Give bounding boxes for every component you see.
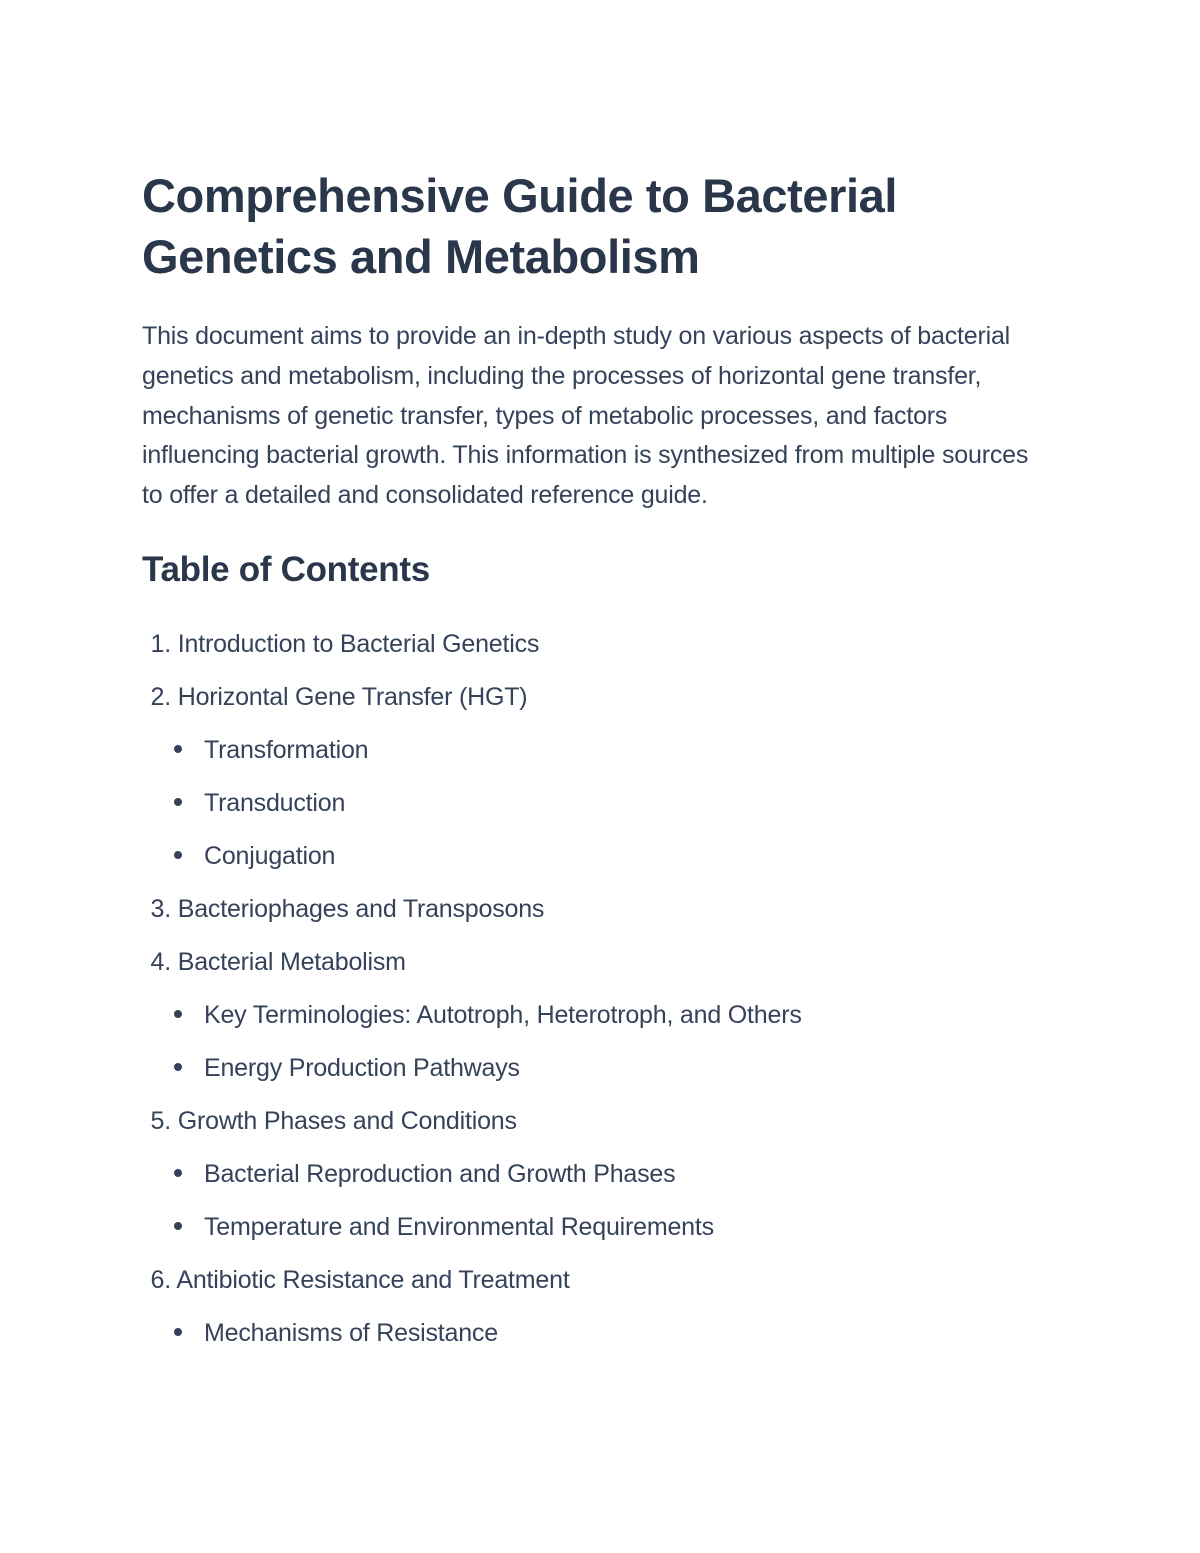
toc-subitem-label: Temperature and Environmental Requirements <box>204 1212 714 1241</box>
toc-item[interactable] <box>142 936 1050 989</box>
toc-item-number: 4. <box>150 947 171 976</box>
toc-heading: Table of Contents <box>142 549 430 589</box>
bullet-icon <box>174 851 182 859</box>
toc-subitem[interactable] <box>142 1042 1050 1095</box>
bullet-icon <box>174 798 182 806</box>
toc-subitem[interactable] <box>142 724 1050 777</box>
toc-item-label: Bacteriophages and Transposons <box>177 894 545 923</box>
toc-subitem-label: Key Terminologies: Autotroph, Heterotroph, and Others <box>204 1000 802 1029</box>
toc-subitem[interactable] <box>142 777 1050 830</box>
toc-item[interactable] <box>142 1254 1050 1307</box>
toc-subitem-label: Bacterial Reproduction and Growth Phases <box>204 1159 676 1188</box>
toc-item-label: Introduction to Bacterial Genetics <box>177 629 540 658</box>
toc-item-number: 3. <box>150 894 171 923</box>
toc-item-number: 6. <box>150 1265 171 1294</box>
toc-subitem[interactable] <box>142 1307 1050 1360</box>
toc-subitem-label: Mechanisms of Resistance <box>204 1318 498 1347</box>
toc-item-number: 1. <box>150 629 171 658</box>
page-title: Comprehensive Guide to Bacterial Genetics and Metabolism <box>142 169 898 283</box>
toc-subitem[interactable] <box>142 989 1050 1042</box>
toc-item-label: Antibiotic Resistance and Treatment <box>176 1265 570 1294</box>
toc-item-label: Horizontal Gene Transfer (HGT) <box>177 682 528 711</box>
bullet-icon <box>174 1010 182 1018</box>
bullet-icon <box>174 745 182 753</box>
toc-subitem[interactable] <box>142 1201 1050 1254</box>
intro-paragraph: This document aims to provide an in-depth study on various aspects of bacterial genetics and metabolism, including the processes of horizontal gene transfer, mechanisms of genetic transfer, types of metabolic processes, and factors influencing bacterial growth. This information is synthesized from multiple sources to offer a detailed and consolidated reference guide. <box>142 322 1029 510</box>
toc-item[interactable] <box>142 618 1050 671</box>
toc-subitem-label: Transduction <box>204 788 346 817</box>
toc-subitem-label: Energy Production Pathways <box>204 1053 520 1082</box>
toc-item-label: Growth Phases and Conditions <box>177 1106 517 1135</box>
toc-item-number: 5. <box>150 1106 171 1135</box>
toc-item-number: 2. <box>150 682 171 711</box>
toc-item[interactable] <box>142 883 1050 936</box>
toc-item-label: Bacterial Metabolism <box>177 947 406 976</box>
bullet-icon <box>174 1222 182 1230</box>
bullet-icon <box>174 1328 182 1336</box>
toc-subitem-label: Conjugation <box>204 841 336 870</box>
bullet-icon <box>174 1063 182 1071</box>
bullet-icon <box>174 1169 182 1177</box>
toc-item[interactable] <box>142 671 1050 724</box>
toc-item[interactable] <box>142 1095 1050 1148</box>
toc-subitem-label: Transformation <box>204 735 369 764</box>
table-of-contents <box>142 618 1050 1360</box>
toc-subitem[interactable] <box>142 830 1050 883</box>
toc-subitem[interactable] <box>142 1148 1050 1201</box>
